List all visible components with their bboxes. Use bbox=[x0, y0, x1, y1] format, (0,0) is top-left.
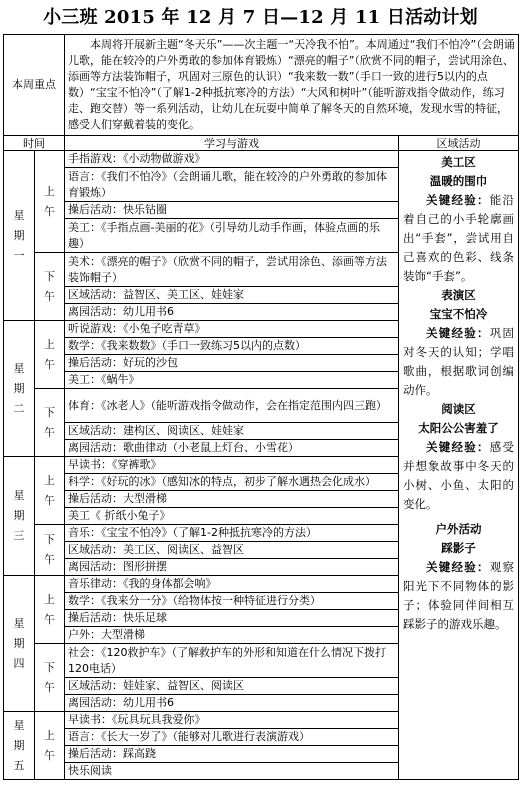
day-label-monday: 星 期 一 bbox=[4, 151, 35, 321]
pm-label: 下 午 bbox=[35, 389, 65, 457]
area-key-experience: 关键经验：能沿着自己的小手轮廓画出“手套”，尝试用自己喜欢的色彩、线条装饰“手套”。 bbox=[403, 193, 515, 283]
am-label: 上 午 bbox=[35, 457, 65, 525]
activity-row: 区域活动：娃娃家、益智区、阅读区 bbox=[65, 678, 399, 695]
activity-row: 手指游戏：《小动物做游戏》 bbox=[65, 151, 399, 168]
activity-row: 操后活动：踩高跷 bbox=[65, 746, 399, 763]
activity-row: 区域活动：美工区、阅读区、益智区 bbox=[65, 542, 399, 559]
activity-row: 离园活动：幼儿用书6 bbox=[65, 304, 399, 321]
activity-row: 早读书：《玩具玩具我爱你》 bbox=[65, 712, 399, 729]
activity-row: 数学：《我来分一分》（给物体按一种特征进行分类） bbox=[65, 593, 399, 610]
activity-row: 美术：《漂亮的帽子》（欣赏不同的帽子，尝试用涂色、添画等方法装饰帽子） bbox=[65, 253, 399, 287]
area-section-title: 户外活动 bbox=[435, 522, 482, 536]
area-section-title: 阅读区 bbox=[441, 402, 476, 416]
activity-row: 体育：《冰老人》（能听游戏指令做动作，会在指定范围内四三跑） bbox=[65, 389, 399, 423]
activity-row: 数学：《我来数数》（手口一致练习5以内的点数） bbox=[65, 338, 399, 355]
area-activity-name: 温暖的围巾 bbox=[429, 174, 488, 188]
activity-row: 社会：《120救护车》（了解救护车的外形和知道在什么情况下拨打120电话） bbox=[65, 644, 399, 678]
day-label-tuesday: 星 期 二 bbox=[4, 321, 35, 457]
area-activities bbox=[399, 151, 519, 780]
am-label: 上 午 bbox=[35, 151, 65, 253]
activity-row: 科学：《好玩的冰》（感知冰的特点，初步了解水遇热会化成水） bbox=[65, 474, 399, 491]
week-focus-text: 本周将开展新主题“冬天乐”——次主题一“天冷我不怕”。本周通过“我们不怕冷”（会朗诵儿歌，能在较冷的户外勇敢的参加体育锻炼）“漂亮的帽子”（欣赏不同的帽子，尝试用涂色、添画等方法装饰帽子，巩固对三原色的认识）“我来数一数”（手口一致的进行5以内的点数）“宝宝不怕冷”（了解1-2种抵抗寒冷的方法）“大风和树叶”（能听游戏指令做动作，练习走、跑交替）等一系列活动，让幼儿在玩耍中简单了解冬天的自然环境，发现水雪的特征，感受人们穿戴着装的变化。 bbox=[65, 35, 519, 136]
area-section-title: 美工区 bbox=[441, 155, 476, 169]
activity-row: 区域活动：建构区、阅读区、娃娃家 bbox=[65, 423, 399, 440]
activity-row: 语言：《长大一岁了》（能够对儿歌进行表演游戏） bbox=[65, 729, 399, 746]
activity-row: 音乐律动：《我的身体都会响》 bbox=[65, 576, 399, 593]
activity-row: 操后活动：大型滑梯 bbox=[65, 491, 399, 508]
area-activity-name: 宝宝不怕冷 bbox=[429, 307, 488, 321]
activity-row: 区域活动：益智区、美工区、娃娃家 bbox=[65, 287, 399, 304]
activity-row: 美工：《蜗牛》 bbox=[65, 372, 399, 389]
activity-row: 户外：大型滑梯 bbox=[65, 627, 399, 644]
pm-label: 下 午 bbox=[35, 253, 65, 321]
week-focus-label: 本周重点 bbox=[4, 35, 65, 136]
pm-label: 下 午 bbox=[35, 644, 65, 712]
header-area: 区域活动 bbox=[399, 136, 519, 151]
day-label-friday: 星 期 五 bbox=[4, 712, 35, 780]
header-learn: 学习与游戏 bbox=[65, 136, 399, 151]
activity-row: 语言：《我们不怕冷》（会朗诵儿歌，能在较冷的户外勇敢的参加体育锻炼） bbox=[65, 168, 399, 202]
area-key-experience: 关键经验：观察阳光下不同物体的影子；体验同伴间相互踩影子的游戏乐趣。 bbox=[403, 560, 515, 631]
weekly-plan-table bbox=[3, 34, 519, 780]
activity-row: 音乐：《宝宝不怕冷》（了解1-2种抵抗寒冷的方法） bbox=[65, 525, 399, 542]
area-key-experience: 关键经验：巩固对冬天的认知；学唱歌曲，根据歌词创编动作。 bbox=[403, 326, 515, 397]
am-label: 上 午 bbox=[35, 576, 65, 644]
activity-row: 离园活动：歌曲律动（小老鼠上灯台、小雪花） bbox=[65, 440, 399, 457]
am-label: 上 午 bbox=[35, 712, 65, 780]
area-section-title: 表演区 bbox=[441, 288, 476, 302]
am-label: 上 午 bbox=[35, 321, 65, 389]
day-label-wednesday: 星 期 三 bbox=[4, 457, 35, 576]
activity-row: 操后活动：快乐足球 bbox=[65, 610, 399, 627]
activity-row: 离园活动：图形拼摆 bbox=[65, 559, 399, 576]
area-key-experience: 关键经验：感受并想象故事中冬天的小树、小鱼、太阳的变化。 bbox=[403, 440, 515, 511]
page-title: 小三班 2015 年 12 月 7 日—12 月 11 日活动计划 bbox=[43, 7, 478, 28]
area-activity-name: 太阳公公害羞了 bbox=[418, 421, 499, 435]
day-label-thursday: 星 期 四 bbox=[4, 576, 35, 712]
pm-label: 下 午 bbox=[35, 525, 65, 576]
activity-row: 听说游戏：《小兔子吃青草》 bbox=[65, 321, 399, 338]
activity-row: 快乐阅读 bbox=[65, 763, 399, 780]
activity-row: 离园活动：幼儿用书6 bbox=[65, 695, 399, 712]
activity-row: 美工：《手指点画-美丽的花》（引导幼儿动手作画，体验点画的乐趣） bbox=[65, 219, 399, 253]
area-activity-name: 踩影子 bbox=[441, 541, 476, 555]
activity-row: 操后活动：好玩的沙包 bbox=[65, 355, 399, 372]
header-time: 时间 bbox=[4, 136, 65, 151]
activity-row: 美工《 折纸小兔子》 bbox=[65, 508, 399, 525]
activity-row: 操后活动：快乐钻圈 bbox=[65, 202, 399, 219]
activity-row: 早读书：《穿裤歌》 bbox=[65, 457, 399, 474]
